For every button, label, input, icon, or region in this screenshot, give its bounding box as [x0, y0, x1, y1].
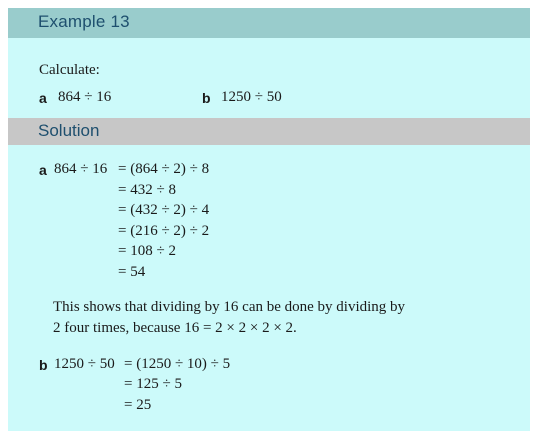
- solution-a-note-line1: This shows that dividing by 16 can be done by dividing by: [53, 299, 406, 315]
- example-card: [8, 8, 530, 431]
- example-header: [8, 8, 530, 38]
- solution-a-letter: a: [39, 162, 47, 178]
- solution-a-lhs: 864 ÷ 16: [54, 161, 108, 177]
- part-b-expression: 1250 ÷ 50: [221, 89, 282, 105]
- solution-a-step: = 432 ÷ 8: [118, 182, 176, 198]
- solution-a-step: = (864 ÷ 2) ÷ 8: [118, 161, 210, 177]
- part-b-letter: b: [202, 90, 211, 106]
- solution-a-step: = (216 ÷ 2) ÷ 2: [118, 223, 210, 239]
- solution-b-step: = (1250 ÷ 10) ÷ 5: [124, 356, 231, 372]
- part-a-letter: a: [39, 90, 47, 106]
- solution-header: [8, 118, 530, 145]
- solution-a-step: = 108 ÷ 2: [118, 243, 176, 259]
- instruction-text: Calculate:: [39, 62, 100, 78]
- solution-a-step: = 54: [118, 264, 146, 280]
- solution-b-step: = 125 ÷ 5: [124, 376, 182, 392]
- example-title: Example 13: [38, 12, 130, 31]
- solution-b-letter: b: [39, 357, 48, 373]
- solution-title: Solution: [38, 121, 100, 140]
- solution-b-step: = 25: [124, 397, 152, 413]
- solution-a-note-line2: 2 four times, because 16 = 2 × 2 × 2 × 2.: [53, 320, 297, 336]
- solution-b-lhs: 1250 ÷ 50: [54, 356, 115, 372]
- part-a-expression: 864 ÷ 16: [58, 89, 112, 105]
- solution-a-step: = (432 ÷ 2) ÷ 4: [118, 202, 210, 218]
